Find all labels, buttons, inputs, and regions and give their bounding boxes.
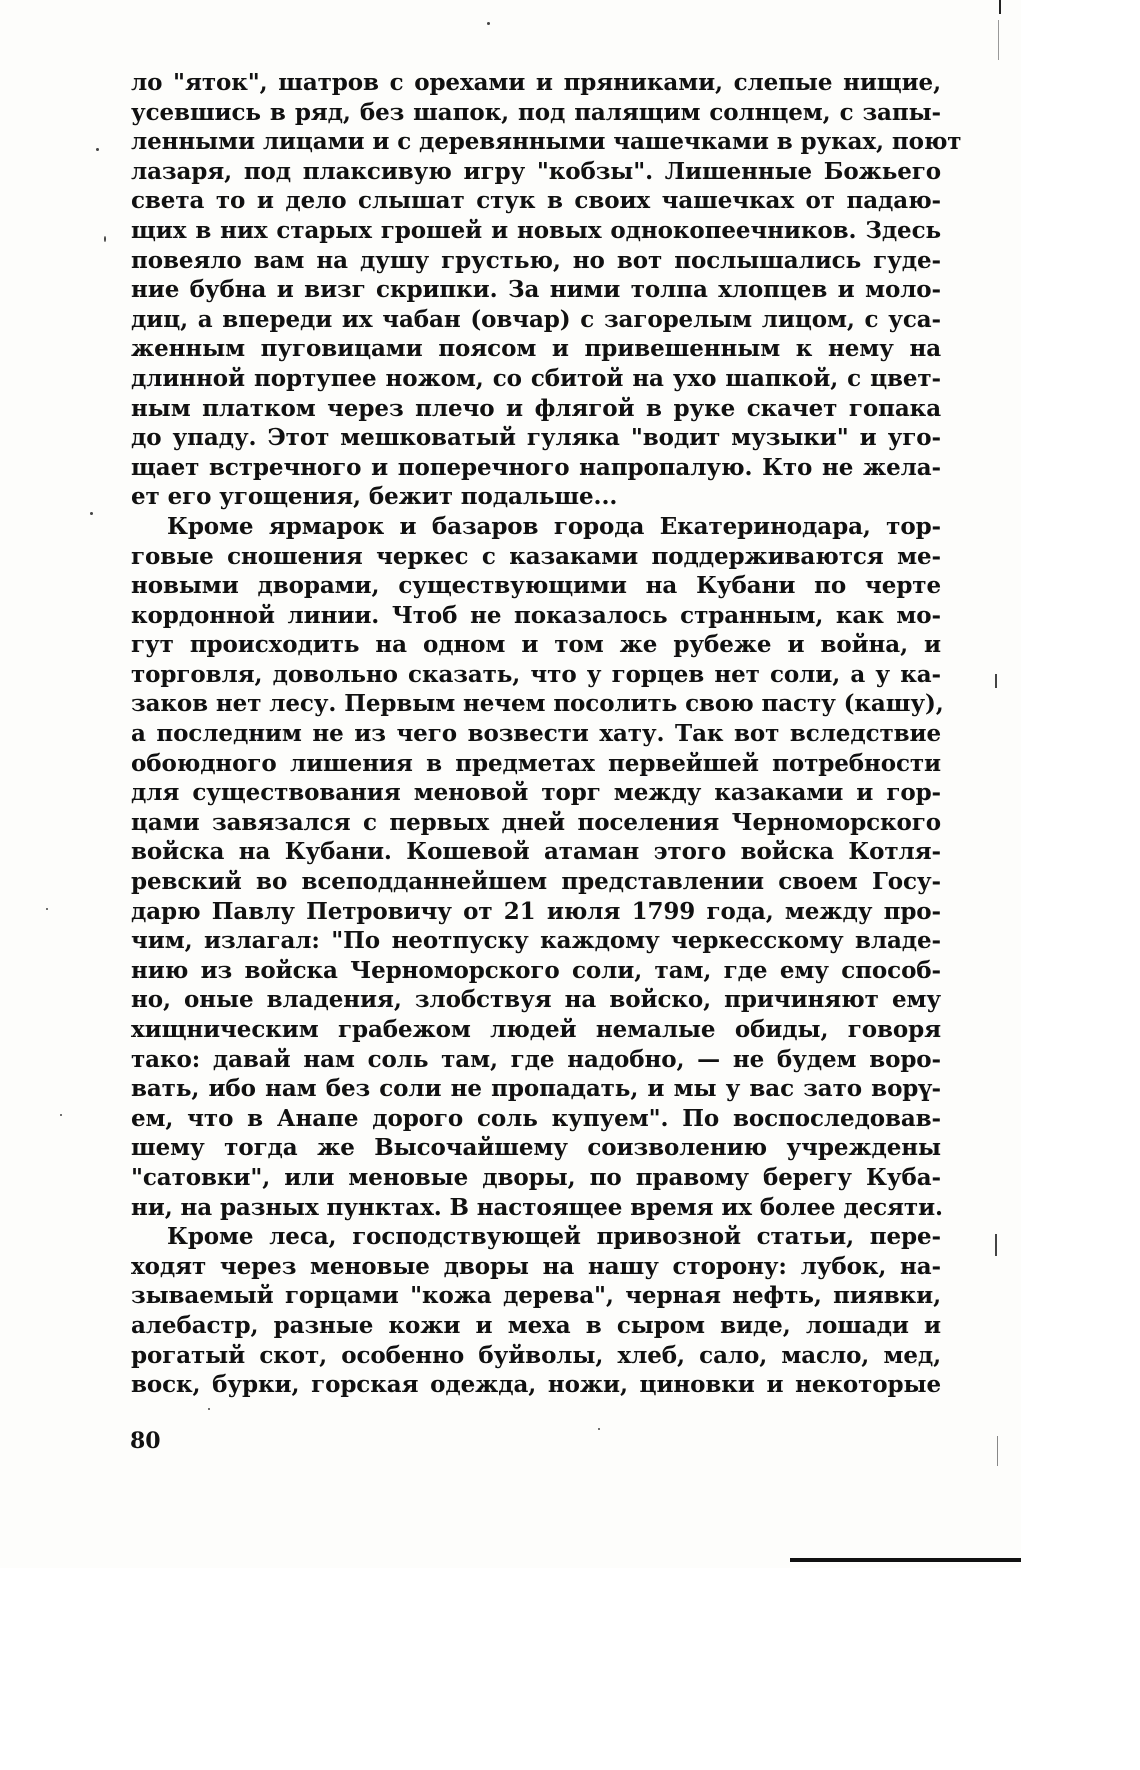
scan-edge-mark — [998, 20, 999, 60]
scan-edge-mark — [999, 0, 1001, 14]
scan-edge-mark — [995, 1234, 997, 1256]
text-line: длинной портупее ножом, со сбитой на ухо шапкой, с цвет- — [131, 364, 941, 392]
text-line: ло "яток", шатров с орехами и пряниками, слепые нищие, — [131, 69, 941, 96]
text-line: усевшись в ряд, без шапок, под палящим солнцем, с запы- — [131, 98, 941, 126]
text-line: лазаря, под плаксивую игру "кобзы". Лишенные Божьего — [131, 157, 941, 185]
text-line: ни, на разных пунктах. В настоящее время их более десяти. — [131, 1193, 943, 1221]
text-line: а последним не из чего возвести хату. Так вот вследствие — [131, 720, 941, 748]
text-line: ленными лицами и с деревянными чашечками в руках, поют — [131, 128, 962, 156]
text-line: гут происходить на одном и том же рубеже и война, и — [131, 631, 941, 659]
scan-speck — [598, 1428, 600, 1430]
text-line: ем, что в Анапе дорого соль купуем". По воспоследовав- — [131, 1104, 941, 1132]
page-number: 80 — [130, 1428, 161, 1454]
text-line: рогатый скот, особенно буйволы, хлеб, сало, масло, мед, — [131, 1341, 941, 1369]
text-line: повеяло вам на душу грустью, но вот послышались гуде- — [131, 246, 941, 274]
text-line: "сатовки", или меновые дворы, по правому берегу Куба- — [131, 1163, 941, 1191]
text-line: света то и дело слышат стук в своих чашечках от падаю- — [131, 187, 941, 215]
text-line: щих в них старых грошей и новых однокопеечников. Здесь — [131, 216, 941, 244]
text-line: ным платком через плечо и флягой в руке скачет гопака — [131, 394, 941, 422]
paragraph-end-line: ет его угощения, бежит подальше... — [131, 483, 618, 511]
text-line: женным пуговицами поясом и привешенным к нему на — [131, 335, 941, 363]
text-line: щает встречного и поперечного напропалую. Кто не жела- — [131, 453, 941, 481]
text-line: для существования меновой торг между казаками и гор- — [131, 779, 941, 807]
paragraph-start-line: Кроме ярмарок и базаров города Екатеринодара, тор- — [167, 512, 941, 540]
scan-speck — [46, 908, 48, 910]
text-line: кордонной линии. Чтоб не показалось странным, как мо- — [131, 601, 941, 629]
body-text — [131, 68, 962, 1400]
text-line: но, оные владения, злобствуя на войско, причиняют ему — [131, 986, 941, 1014]
scan-speck — [104, 236, 106, 242]
text-line: войска на Кубани. Кошевой атаман этого войска Котля- — [131, 838, 941, 866]
text-line: тако: давай нам соль там, где надобно, — не будем воро- — [131, 1045, 941, 1073]
text-line: алебастр, разные кожи и меха в сыром виде, лошади и — [131, 1311, 941, 1339]
scan-speck — [96, 148, 99, 151]
scan-speck — [60, 1114, 62, 1116]
text-line: нию из войска Черноморского соли, там, где ему способ- — [131, 956, 941, 984]
text-line: вать, ибо нам без соли не пропадать, и мы у вас зато ворү- — [131, 1075, 941, 1103]
text-line: заков нет лесу. Первым нечем посолить свою пасту (кашу), — [131, 690, 944, 718]
text-line: шему тогда же Высочайшему соизволению учреждены — [131, 1134, 941, 1162]
paragraph-start-line: Кроме леса, господствующей привозной статьи, пере- — [167, 1223, 941, 1251]
scan-bottom-bar — [790, 1558, 1021, 1562]
text-line: обоюдного лишения в предметах первейшей потребности — [131, 749, 941, 777]
scan-speck — [995, 674, 997, 688]
text-line: хищническим грабежом людей немалые обиды, говоря — [131, 1016, 941, 1043]
text-line: до упаду. Этот мешковатый гуляка "водит музыки" и уго- — [131, 424, 941, 452]
text-line: воск, бурки, горская одежда, ножи, циновки и некоторые — [131, 1371, 941, 1399]
text-line: дарю Павлу Петровичу от 21 июля 1799 года, между про- — [131, 897, 941, 925]
text-line: ревский во всеподданнейшем представлении своем Госу- — [131, 868, 941, 896]
text-line: цами завязался с первых дней поселения Черноморского — [131, 808, 941, 836]
scan-speck — [487, 22, 490, 25]
text-line: ние бубна и визг скрипки. За ними толпа хлопцев и моло- — [131, 276, 941, 304]
text-line: чим, излагал: "По неотпуску каждому черкесскому владе- — [131, 927, 941, 955]
text-line: новыми дворами, существующими на Кубани по черте — [131, 572, 941, 600]
scan-edge-mark — [997, 1436, 998, 1466]
text-line: диц, а впереди их чабан (овчар) с загорелым лицом, с уса- — [131, 305, 941, 333]
text-line: говые сношения черкес с казаками поддерживаются ме- — [131, 542, 941, 570]
text-line: ходят через меновые дворы на нашу сторону: лубок, на- — [131, 1252, 941, 1280]
text-line: зываемый горцами "кожа дерева", черная нефть, пиявки, — [131, 1282, 941, 1310]
scan-speck — [208, 1408, 210, 1410]
scan-speck — [90, 512, 93, 515]
text-line: торговля, довольно сказать, что у горцев нет соли, а у ка- — [131, 660, 941, 688]
